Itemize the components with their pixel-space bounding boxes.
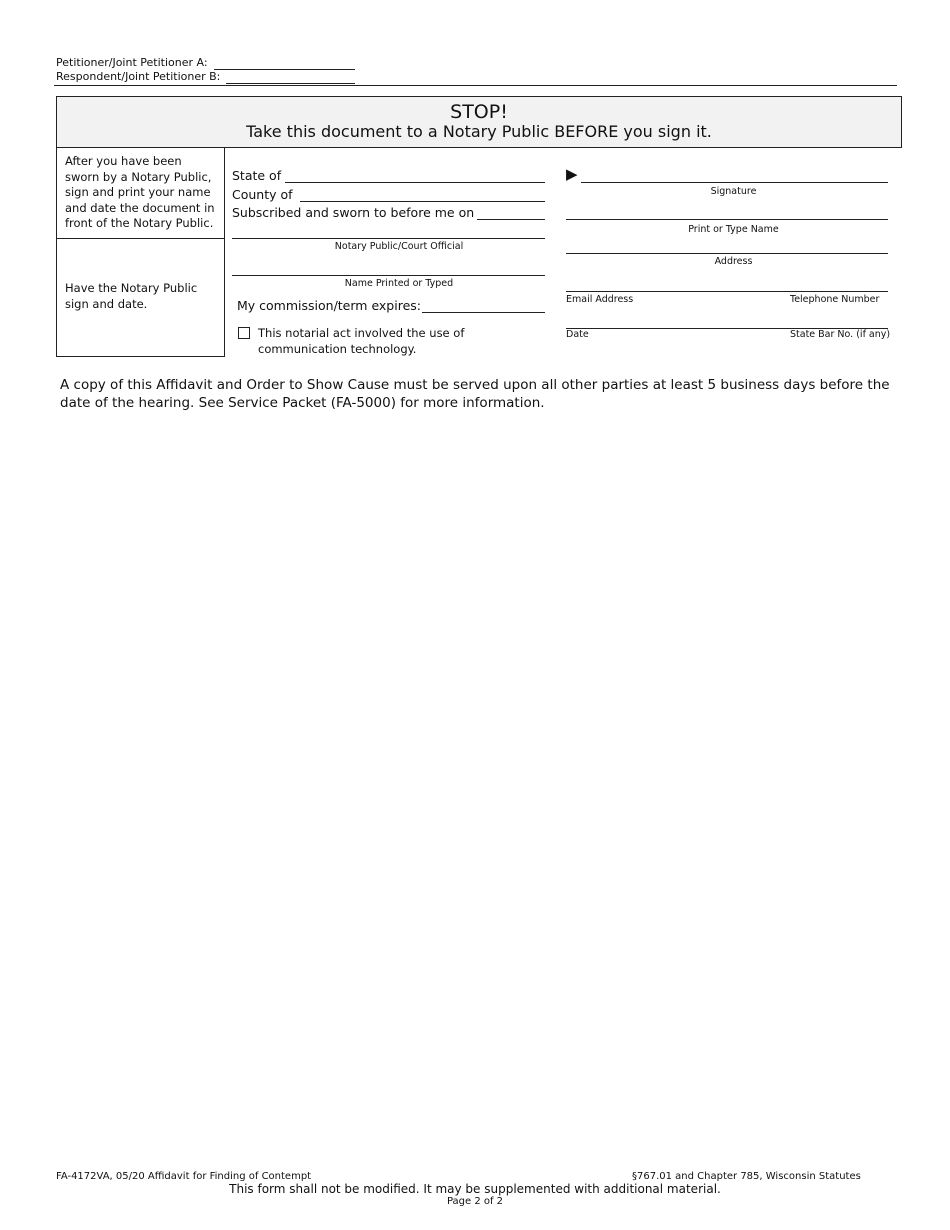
date-caption: Date [566, 329, 589, 340]
statutes: §767.01 and Chapter 785, Wisconsin Statutes [632, 1171, 861, 1182]
communication-checkbox-label: This notarial act involved the use of communication technology. [258, 326, 465, 356]
name-caption: Name Printed or Typed [344, 278, 454, 289]
official-caption: Notary Public/Court Official [334, 241, 464, 252]
signature-caption: Signature [710, 186, 757, 197]
instructions-divider [57, 238, 224, 239]
commission-field[interactable] [422, 312, 545, 313]
county-field[interactable] [300, 201, 545, 202]
notary-instruction: Have the Notary Public sign and date. [65, 281, 198, 311]
petitioner-field[interactable] [214, 57, 355, 70]
page-number: Page 2 of 2 [446, 1196, 504, 1207]
state-label: State of [232, 168, 282, 183]
communication-checkbox[interactable] [238, 327, 250, 339]
sworn-instruction: After you have been sworn by a Notary Public, sign and print your name and date the document in front of the Notary Public. [65, 154, 215, 230]
address-field[interactable] [566, 253, 888, 254]
header-divider [54, 85, 897, 86]
stop-subtitle: Take this document to a Notary Public BEFORE you sign it. [246, 122, 712, 141]
county-label: County of [232, 187, 293, 202]
telephone-caption: Telephone Number [790, 294, 880, 305]
instructions-box [56, 147, 225, 357]
state-field[interactable] [285, 182, 545, 183]
stop-title: STOP! [450, 101, 508, 123]
service-notice: A copy of this Affidavit and Order to Show Cause must be served upon all other parties at least 5 business days before the date of the hearing. See Service Packet (FA-5000) for more information. [60, 377, 890, 411]
address-caption: Address [714, 256, 753, 267]
subscribed-label: Subscribed and sworn to before me on [232, 205, 475, 220]
respondent-field[interactable] [226, 71, 355, 84]
subscribed-date-field[interactable] [477, 219, 545, 220]
modification-notice: This form shall not be modified. It may be supplemented with additional material. [229, 1182, 721, 1196]
signature-field[interactable] [581, 182, 888, 183]
print-name-field[interactable] [566, 219, 888, 220]
petitioner-label: Petitioner/Joint Petitioner A: [56, 56, 208, 69]
stop-banner [56, 96, 902, 148]
email-caption: Email Address [566, 294, 634, 305]
respondent-label: Respondent/Joint Petitioner B: [56, 70, 221, 83]
official-signature-field[interactable] [232, 238, 545, 239]
commission-label: My commission/term expires: [237, 298, 421, 313]
address-line-2-field[interactable] [566, 291, 888, 292]
printed-name-field[interactable] [232, 275, 545, 276]
form-id: FA-4172VA, 05/20 Affidavit for Finding of Contempt [56, 1171, 312, 1182]
print-name-caption: Print or Type Name [688, 224, 779, 235]
bar-number-caption: State Bar No. (if any) [790, 329, 891, 340]
signature-arrow-icon: ▶ [566, 165, 578, 183]
